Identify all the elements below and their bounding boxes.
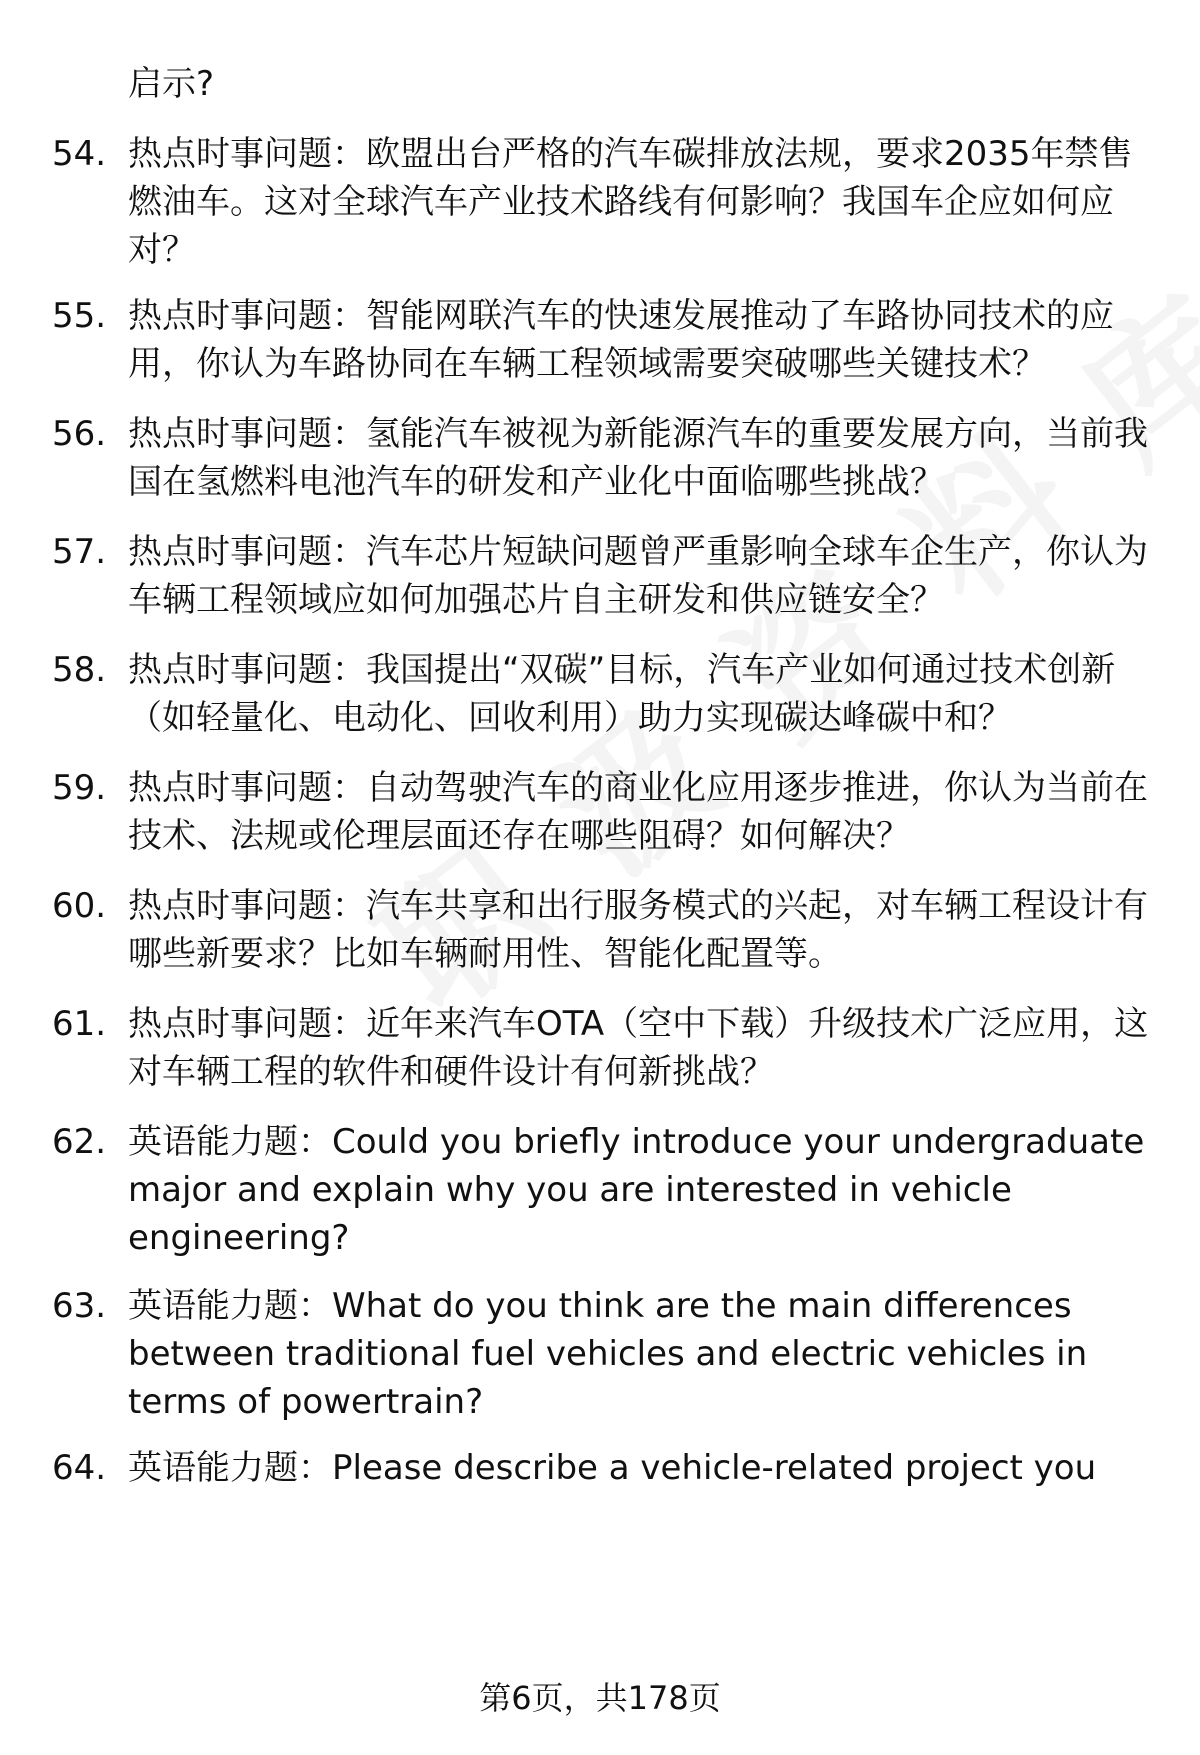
continuation-text: 启示? — [128, 64, 215, 104]
item-text: 热点时事问题：自动驾驶汽车的商业化应用逐步推进，你认为当前在技术、法规或伦理层面还存在哪些阻碍？如何解决？ — [128, 768, 1148, 856]
item-number: 57. — [52, 532, 107, 572]
item-text: 热点时事问题：汽车芯片短缺问题曾严重影响全球车企生产，你认为车辆工程领域应如何加强芯片自主研发和供应链安全？ — [128, 532, 1148, 620]
item-text: 热点时事问题：汽车共享和出行服务模式的兴起，对车辆工程设计有哪些新要求？比如车辆耐用性、智能化配置等。 — [128, 886, 1148, 974]
item-number: 56. — [52, 414, 107, 454]
item-text: 热点时事问题：我国提出“双碳”目标，汽车产业如何通过技术创新（如轻量化、电动化、回收利用）助力实现碳达峰碳中和？ — [128, 650, 1116, 738]
item-text: 热点时事问题：近年来汽车OTA（空中下载）升级技术广泛应用，这对车辆工程的软件和硬件设计有何新挑战？ — [128, 1004, 1149, 1092]
page-number-footer: 第6页，共178页 — [479, 1679, 721, 1717]
item-number: 58. — [52, 650, 107, 690]
item-number: 59. — [52, 768, 107, 808]
item-text: 英语能力题：Could you briefly introduce your undergraduate major and explain why you are interested in vehicle engineering? — [128, 1122, 1145, 1258]
item-text: 英语能力题：What do you think are the main differences between traditional fuel vehicles and electric vehicles in terms of powertrain? — [128, 1286, 1088, 1422]
item-number: 54. — [52, 134, 107, 174]
item-text: 热点时事问题：氢能汽车被视为新能源汽车的重要发展方向，当前我国在氢燃料电池汽车的研发和产业化中面临哪些挑战？ — [128, 414, 1148, 502]
item-text: 英语能力题：Please describe a vehicle-related project you — [128, 1448, 1097, 1488]
item-number: 63. — [52, 1286, 107, 1326]
item-number: 60. — [52, 886, 107, 926]
item-text: 热点时事问题：欧盟出台严格的汽车碳排放法规，要求2035年禁售燃油车。这对全球汽车产业技术路线有何影响？我国车企应如何应对？ — [128, 134, 1133, 270]
item-text: 热点时事问题：智能网联汽车的快速发展推动了车路协同技术的应用，你认为车路协同在车辆工程领域需要突破哪些关键技术？ — [128, 296, 1114, 384]
item-number: 61. — [52, 1004, 107, 1044]
item-number: 55. — [52, 296, 107, 336]
item-number: 64. — [52, 1448, 107, 1488]
item-number: 62. — [52, 1122, 107, 1162]
